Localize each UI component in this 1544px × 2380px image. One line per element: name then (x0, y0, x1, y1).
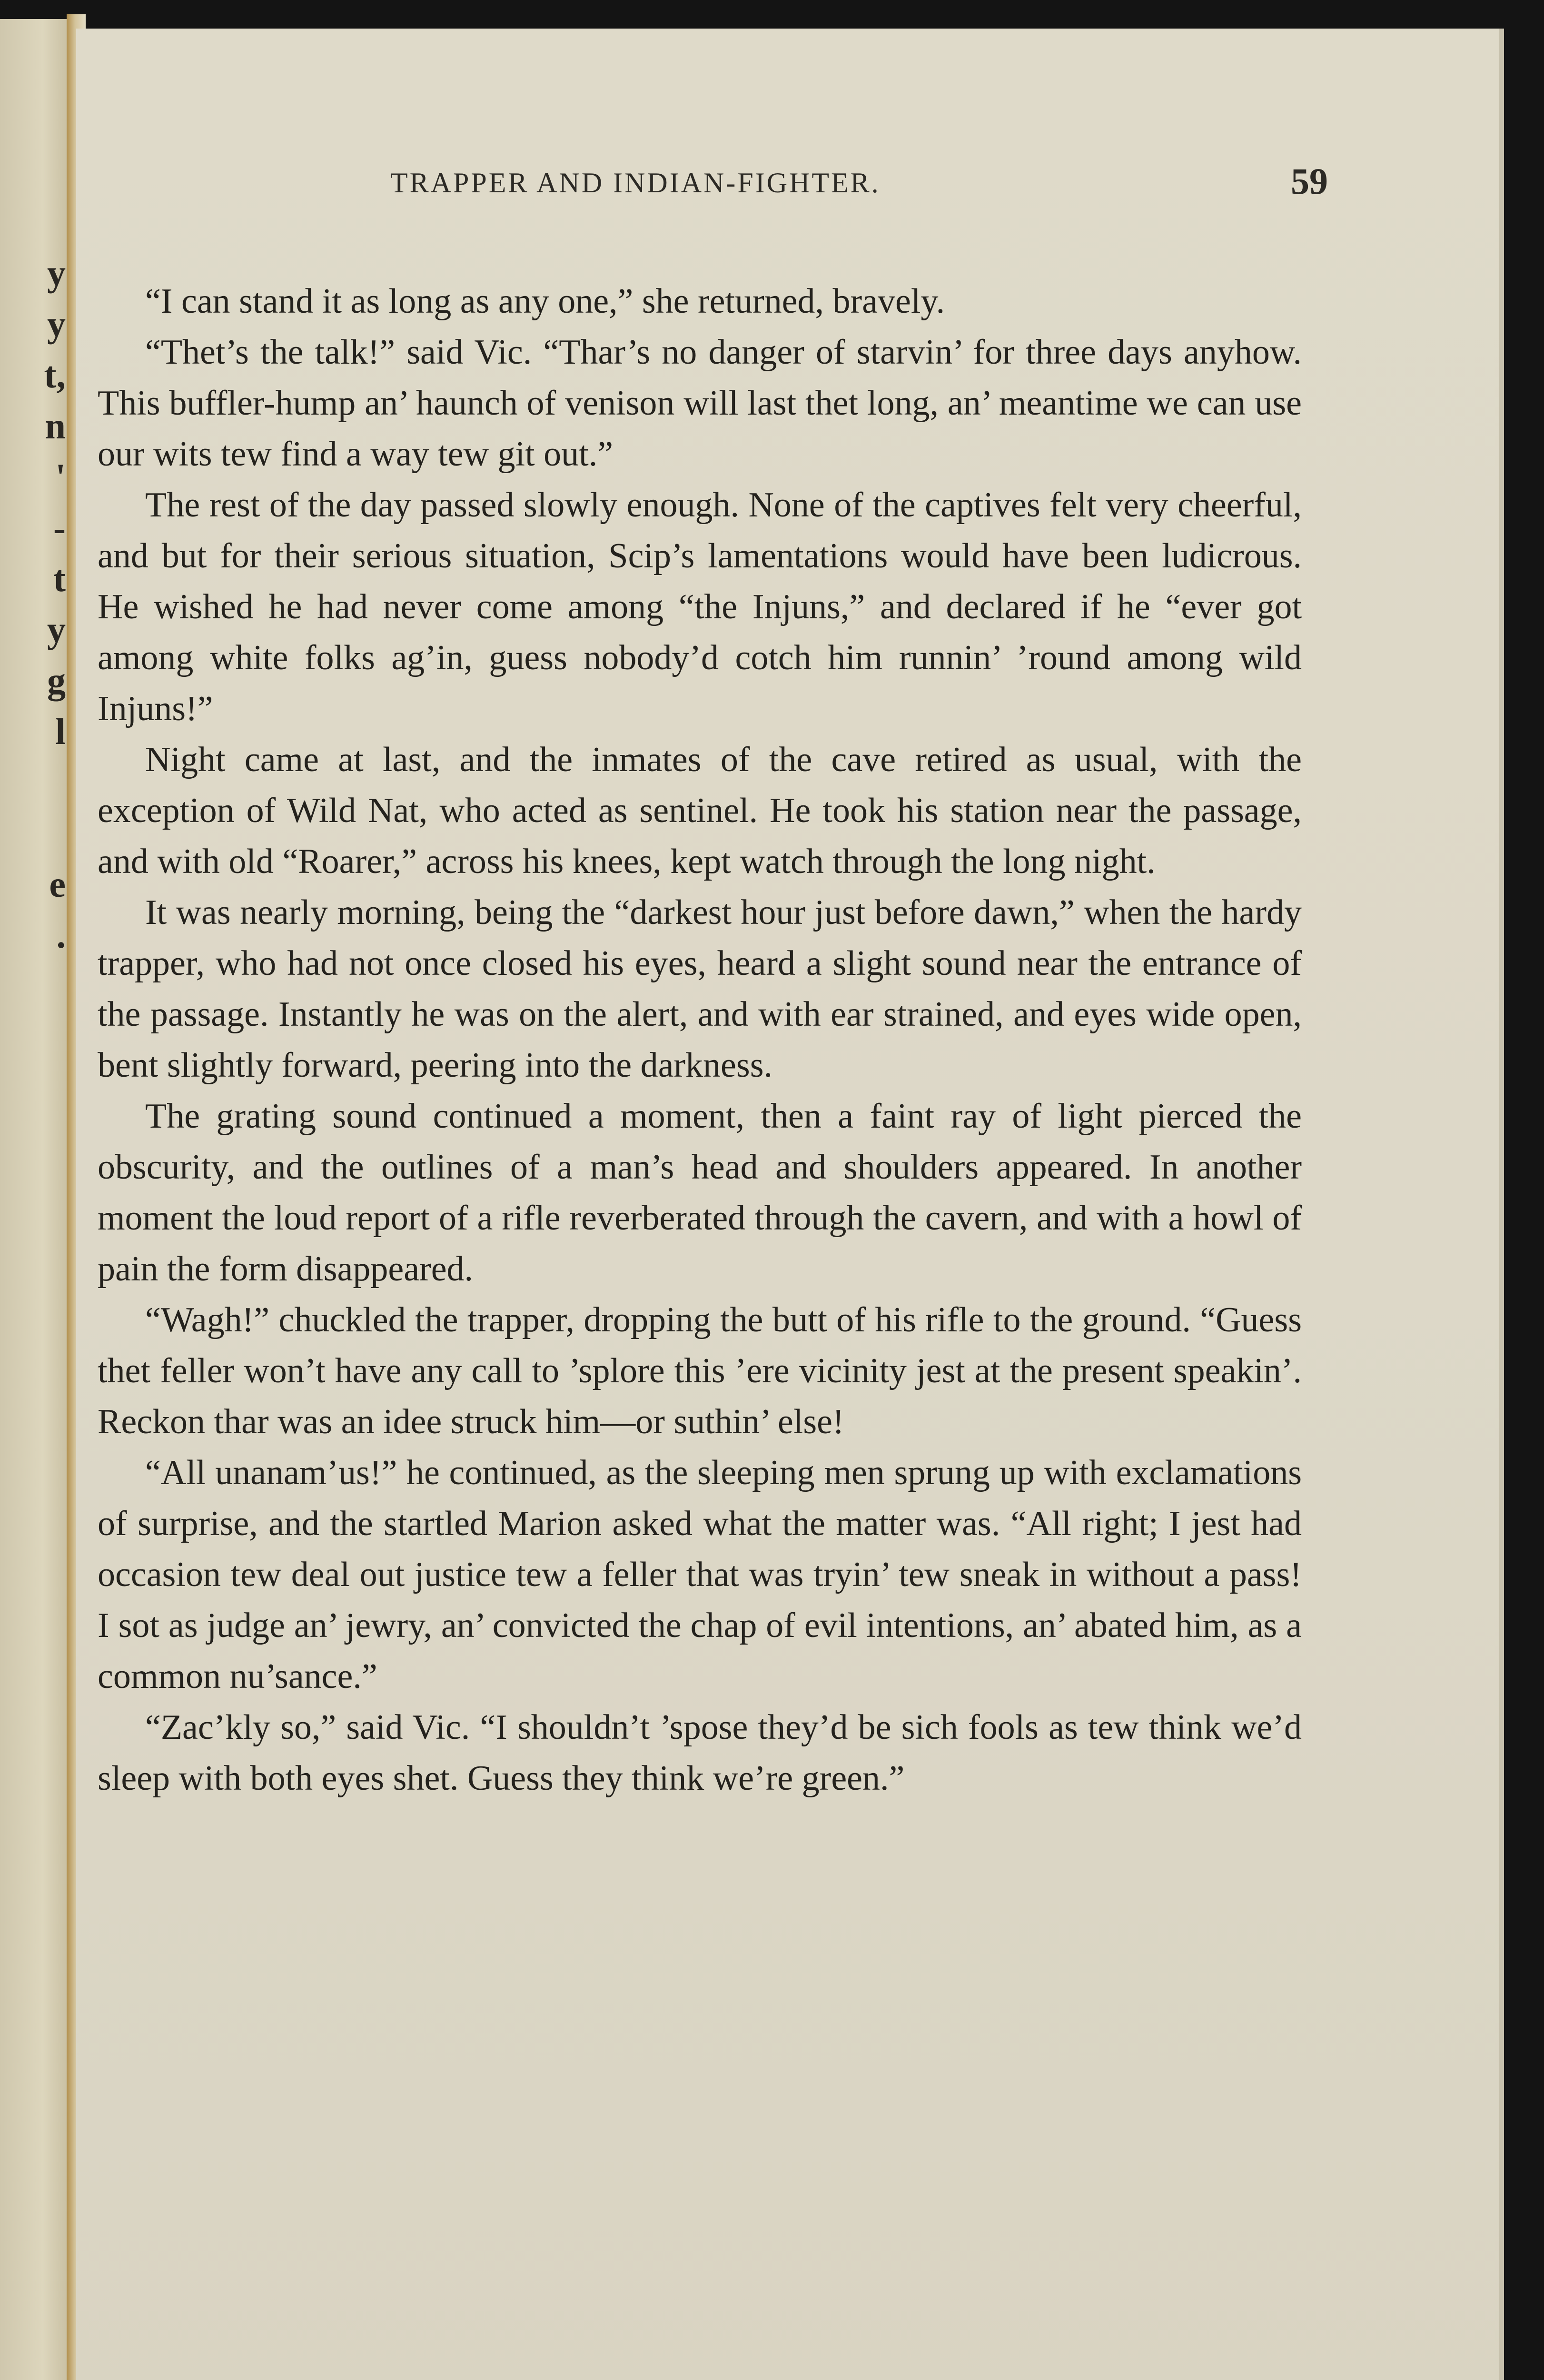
paragraph: “I can stand it as long as any one,” she returned, bravely. (145, 282, 945, 321)
previous-page-fragment: t (53, 558, 66, 599)
running-head: TRAPPER AND INDIAN-FIGHTER. (390, 167, 881, 198)
previous-page-fragment: l (55, 711, 66, 752)
previous-page-edge (0, 19, 74, 2380)
previous-page-text-fragments (0, 248, 71, 961)
previous-page-fragment: . (56, 914, 66, 956)
paragraph: “Thet’s the talk!” said Vic. “Thar’s no danger of starvin’ for three days anyhow. This buffler-hump an’ haunch of venison will last thet long, an’ meantime we can use our wits tew find a way tew git out.” (98, 333, 1302, 474)
previous-page-fragment: y (47, 609, 66, 650)
paragraph: It was nearly morning, being the “darkest hour just before dawn,” when the hardy trapper, who had not once closed his eyes, heard a slight sound near the entrance of the passage. Instantly he was on the alert, and with ear strained, and eyes wide open, bent slightly forward, peering into the darkness. (98, 893, 1302, 1085)
paragraph: The grating sound continued a moment, then a faint ray of light pierced the obscurity, and the outlines of a man’s head and shoulders appeared. In another moment the loud report of a rifle reverberated through the cavern, and with a howl of pain the form disappeared. (98, 1097, 1302, 1289)
paragraph: “Wagh!” chuckled the trapper, dropping the butt of his rifle to the ground. “Guess thet feller won’t have any call to ’splore this ’ere vicinity jest at the present speakin’. Reckon thar was an idee struck him—or suthin’ else! (98, 1300, 1302, 1441)
previous-page-fragment: g (47, 660, 66, 701)
previous-page-fragment: y (47, 303, 66, 345)
paragraph: “Zac’kly so,” said Vic. “I shouldn’t ’spose they’d be sich fools as tew think we’d sleep with both eyes shet. Guess they think we’re green.” (98, 1708, 1302, 1798)
paragraph: Night came at last, and the inmates of the cave retired as usual, with the exception of Wild Nat, who acted as sentinel. He took his station near the passage, and with old “Roarer,” across his knees, kept watch through the long night. (98, 740, 1302, 881)
previous-page-fragment (0, 808, 71, 859)
body-text (98, 276, 1302, 1804)
previous-page-fragment (0, 757, 71, 808)
previous-page-fragment: - (53, 507, 66, 548)
page (76, 29, 1504, 2380)
paragraph: “All unanam’us!” he continued, as the sleeping men sprung up with exclamations of surprise, and the startled Marion asked what the matter was. “All right; I jest had occasion tew deal out justice tew a feller that was tryin’ tew sneak in without a pass! I sot as judge an’ jewry, an’ convicted the chap of evil intentions, an’ abated him, as a common nu’sance.” (98, 1453, 1302, 1696)
paragraph: The rest of the day passed slowly enough. None of the captives felt very cheerful, and but for their serious situation, Scip’s lamentations would have been ludicrous. He wished he had never come among “the Injuns,” and declared if he “ever got among white folks ag’in, guess nobody’d cotch him runnin’ ’round among wild Injuns!” (98, 486, 1302, 728)
previous-page-fragment: y (47, 252, 66, 294)
previous-page-fragment: e (49, 863, 66, 905)
previous-page-fragment: ' (55, 456, 66, 497)
previous-page-fragment: t, (44, 354, 66, 396)
page-number: 59 (1291, 160, 1328, 202)
previous-page-fragment: n (45, 405, 66, 446)
page-header (76, 148, 1499, 200)
